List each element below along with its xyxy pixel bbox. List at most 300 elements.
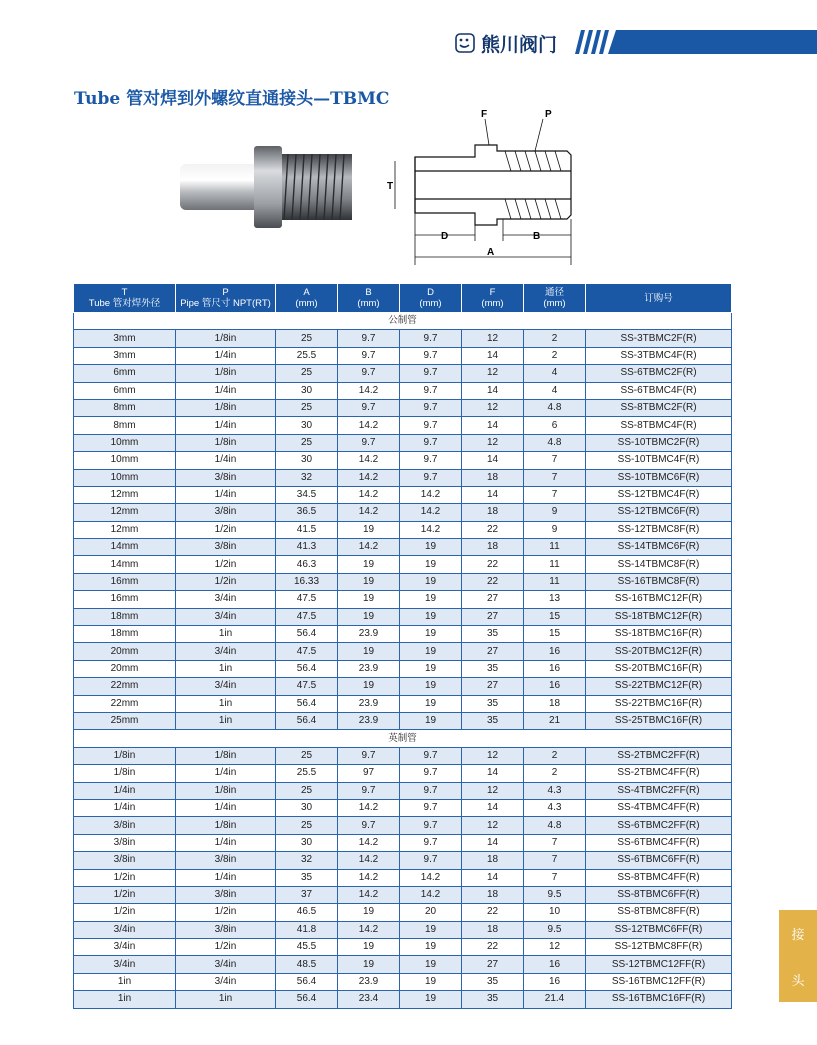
table-cell: 8mm [74, 417, 176, 434]
table-cell: 56.4 [276, 626, 338, 643]
table-cell: 12 [524, 939, 586, 956]
col-header-t: T Tube 管对焊外径 [74, 284, 176, 313]
table-row [74, 434, 732, 451]
table-cell: 56.4 [276, 991, 338, 1008]
table-cell: 23.9 [338, 712, 400, 729]
table-cell: 27 [462, 643, 524, 660]
table-cell: 23.9 [338, 626, 400, 643]
drawing-label-a: A [487, 247, 495, 258]
table-cell: 41.5 [276, 521, 338, 538]
table-cell: 14.2 [338, 834, 400, 851]
table-cell: 9.7 [338, 817, 400, 834]
col-header-d: D (mm) [400, 284, 462, 313]
table-cell: 19 [400, 921, 462, 938]
table-cell: 9.7 [338, 434, 400, 451]
table-cell: 2 [524, 330, 586, 347]
table-cell: 19 [338, 904, 400, 921]
section-title: 公制管 [74, 313, 732, 330]
table-row [74, 643, 732, 660]
table-cell: 9.7 [400, 799, 462, 816]
table-cell: SS-8TBMC8FF(R) [586, 904, 732, 921]
table-cell: 12 [462, 399, 524, 416]
table-cell: SS-8TBMC6FF(R) [586, 886, 732, 903]
table-cell: 22 [462, 573, 524, 590]
table-cell: 22 [462, 521, 524, 538]
table-cell: 3/8in [176, 921, 276, 938]
table-cell: 16mm [74, 591, 176, 608]
table-cell: 1/4in [176, 765, 276, 782]
table-cell: 23.9 [338, 660, 400, 677]
table-cell: 25 [276, 434, 338, 451]
table-cell: SS-20TBMC12F(R) [586, 643, 732, 660]
table-cell: 9.7 [400, 417, 462, 434]
table-cell: 19 [400, 695, 462, 712]
table-cell: 14.2 [400, 486, 462, 503]
table-cell: 30 [276, 382, 338, 399]
drawing-label-p: P [545, 109, 552, 120]
table-cell: 6 [524, 417, 586, 434]
table-cell: 12 [462, 782, 524, 799]
table-cell: 4.3 [524, 782, 586, 799]
table-cell: 4 [524, 382, 586, 399]
side-tab-char-2: 头 [791, 973, 805, 989]
table-cell: 14 [462, 765, 524, 782]
table-cell: 23.9 [338, 695, 400, 712]
table-cell: 47.5 [276, 591, 338, 608]
table-cell: 9.7 [400, 765, 462, 782]
table-cell: 19 [400, 678, 462, 695]
table-cell: SS-8TBMC4FF(R) [586, 869, 732, 886]
table-cell: 14.2 [338, 539, 400, 556]
table-cell: SS-16TBMC8F(R) [586, 573, 732, 590]
col-header-b: B (mm) [338, 284, 400, 313]
product-photo [180, 138, 360, 236]
table-cell: 30 [276, 834, 338, 851]
table-cell: 8mm [74, 399, 176, 416]
table-cell: 16.33 [276, 573, 338, 590]
table-row [74, 991, 732, 1008]
table-row [74, 782, 732, 799]
table-cell: 14.2 [338, 417, 400, 434]
table-cell: 9.7 [338, 347, 400, 364]
table-cell: 9.5 [524, 921, 586, 938]
table-cell: 4.8 [524, 434, 586, 451]
table-cell: SS-2TBMC4FF(R) [586, 765, 732, 782]
table-cell: 20mm [74, 643, 176, 660]
table-cell: 19 [400, 712, 462, 729]
table-cell: SS-2TBMC2FF(R) [586, 747, 732, 764]
table-cell: 9.7 [400, 452, 462, 469]
table-cell: SS-12TBMC6F(R) [586, 504, 732, 521]
col-header-f: F (mm) [462, 284, 524, 313]
table-row [74, 817, 732, 834]
table-cell: 1/2in [176, 939, 276, 956]
table-cell: 19 [400, 956, 462, 973]
table-cell: 14 [462, 382, 524, 399]
table-cell: SS-16TBMC16FF(R) [586, 991, 732, 1008]
table-cell: SS-22TBMC12F(R) [586, 678, 732, 695]
table-cell: 1/2in [74, 886, 176, 903]
page-title: Tube 管对焊到外螺纹直通接头—TBMC [74, 89, 390, 109]
table-cell: 30 [276, 417, 338, 434]
table-cell: 25 [276, 817, 338, 834]
table-cell: 3/4in [176, 643, 276, 660]
table-cell: 36.5 [276, 504, 338, 521]
table-cell: 12mm [74, 486, 176, 503]
table-cell: 3/4in [176, 591, 276, 608]
table-cell: SS-6TBMC2F(R) [586, 365, 732, 382]
brand [455, 30, 557, 56]
table-cell: 23.9 [338, 973, 400, 990]
table-cell: 9.7 [400, 782, 462, 799]
table-cell: 4 [524, 365, 586, 382]
technical-drawing [385, 105, 585, 273]
table-cell: 9.5 [524, 886, 586, 903]
table-cell: 16 [524, 678, 586, 695]
table-cell: 6mm [74, 365, 176, 382]
table-cell: 1/4in [176, 347, 276, 364]
table-cell: 19 [338, 591, 400, 608]
table-cell: 9.7 [338, 782, 400, 799]
table-cell: 47.5 [276, 678, 338, 695]
table-cell: SS-6TBMC6FF(R) [586, 852, 732, 869]
table-cell: 18 [524, 695, 586, 712]
table-cell: 4.8 [524, 399, 586, 416]
table-cell: 18 [462, 469, 524, 486]
table-cell: 19 [400, 626, 462, 643]
table-cell: 25mm [74, 712, 176, 729]
table-cell: 34.5 [276, 486, 338, 503]
table-row [74, 939, 732, 956]
table-cell: 1/2in [176, 904, 276, 921]
table-cell: SS-4TBMC4FF(R) [586, 799, 732, 816]
table-cell: 11 [524, 573, 586, 590]
table-cell: 9.7 [400, 382, 462, 399]
table-cell: 12 [462, 817, 524, 834]
drawing-label-d: D [441, 231, 449, 242]
table-cell: 18mm [74, 626, 176, 643]
table-cell: 14.2 [338, 486, 400, 503]
table-row [74, 608, 732, 625]
table-cell: 25 [276, 330, 338, 347]
table-row [74, 956, 732, 973]
table-cell: 10mm [74, 452, 176, 469]
table-cell: 1/8in [176, 330, 276, 347]
table-cell: SS-25TBMC16F(R) [586, 712, 732, 729]
table-cell: 9.7 [400, 330, 462, 347]
table-cell: 1/8in [176, 817, 276, 834]
table-row [74, 695, 732, 712]
table-cell: 18 [462, 539, 524, 556]
table-cell: 12mm [74, 504, 176, 521]
table-cell: SS-18TBMC16F(R) [586, 626, 732, 643]
table-cell: SS-22TBMC16F(R) [586, 695, 732, 712]
table-cell: 22mm [74, 695, 176, 712]
table-cell: 14.2 [338, 452, 400, 469]
table-cell: 35 [462, 991, 524, 1008]
table-cell: 12mm [74, 521, 176, 538]
table-cell: 1/8in [74, 747, 176, 764]
table-cell: 1in [74, 973, 176, 990]
table-cell: 3/8in [74, 834, 176, 851]
table-row [74, 591, 732, 608]
table-cell: 3/4in [176, 973, 276, 990]
drawing-label-f: F [481, 109, 488, 120]
table-cell: 7 [524, 869, 586, 886]
table-row [74, 504, 732, 521]
table-row [74, 382, 732, 399]
table-cell: 3/8in [176, 504, 276, 521]
table-cell: 19 [338, 939, 400, 956]
table-cell: SS-10TBMC6F(R) [586, 469, 732, 486]
table-row [74, 765, 732, 782]
table-cell: 19 [338, 956, 400, 973]
table-cell: 21.4 [524, 991, 586, 1008]
table-cell: 48.5 [276, 956, 338, 973]
table-cell: 25 [276, 399, 338, 416]
table-section-row [74, 313, 732, 330]
table-cell: 27 [462, 608, 524, 625]
table-cell: 14 [462, 486, 524, 503]
table-cell: 9 [524, 504, 586, 521]
table-cell: 10 [524, 904, 586, 921]
table-cell: 46.5 [276, 904, 338, 921]
table-row [74, 365, 732, 382]
table-cell: SS-12TBMC8F(R) [586, 521, 732, 538]
table-cell: 9.7 [400, 852, 462, 869]
table-row [74, 834, 732, 851]
table-cell: 7 [524, 452, 586, 469]
table-cell: 9.7 [400, 347, 462, 364]
table-cell: 16 [524, 660, 586, 677]
table-cell: 35 [462, 660, 524, 677]
table-cell: 13 [524, 591, 586, 608]
table-cell: 19 [400, 939, 462, 956]
table-cell: 3/4in [176, 608, 276, 625]
table-row [74, 626, 732, 643]
table-cell: 18 [462, 852, 524, 869]
table-cell: 25 [276, 782, 338, 799]
table-row [74, 886, 732, 903]
spec-table-body [74, 313, 732, 1009]
table-cell: 56.4 [276, 660, 338, 677]
table-cell: 27 [462, 956, 524, 973]
table-cell: 3/4in [176, 956, 276, 973]
table-cell: 6mm [74, 382, 176, 399]
table-cell: 14.2 [338, 469, 400, 486]
table-cell: 1/4in [176, 486, 276, 503]
header-band [608, 30, 817, 54]
table-cell: 3/8in [176, 539, 276, 556]
table-cell: 7 [524, 486, 586, 503]
table-cell: 1/4in [74, 782, 176, 799]
table-cell: 19 [338, 573, 400, 590]
table-cell: 14.2 [400, 869, 462, 886]
table-cell: 41.8 [276, 921, 338, 938]
table-cell: 30 [276, 799, 338, 816]
table-cell: 10mm [74, 434, 176, 451]
col-header-order-no: 订购号 [586, 284, 732, 313]
table-cell: 1/4in [176, 417, 276, 434]
table-cell: 7 [524, 834, 586, 851]
table-cell: 35 [462, 712, 524, 729]
table-row [74, 399, 732, 416]
table-row [74, 469, 732, 486]
table-cell: 1/8in [176, 365, 276, 382]
table-cell: 14.2 [338, 886, 400, 903]
table-cell: 4.3 [524, 799, 586, 816]
table-cell: SS-3TBMC2F(R) [586, 330, 732, 347]
table-cell: 14 [462, 417, 524, 434]
table-cell: 19 [338, 556, 400, 573]
table-cell: 1in [176, 991, 276, 1008]
brand-name: 熊川阀门 [481, 33, 558, 56]
table-cell: 35 [462, 695, 524, 712]
table-cell: SS-6TBMC4FF(R) [586, 834, 732, 851]
table-cell: 19 [400, 573, 462, 590]
table-row [74, 660, 732, 677]
table-cell: 22 [462, 904, 524, 921]
table-cell: 56.4 [276, 973, 338, 990]
table-cell: 1/4in [176, 382, 276, 399]
table-cell: 9.7 [400, 434, 462, 451]
table-cell: 1/2in [176, 573, 276, 590]
table-cell: 4.8 [524, 817, 586, 834]
table-cell: 22mm [74, 678, 176, 695]
table-cell: 1in [176, 626, 276, 643]
table-cell: SS-20TBMC16F(R) [586, 660, 732, 677]
table-cell: 35 [462, 626, 524, 643]
table-cell: 19 [400, 591, 462, 608]
table-cell: 1in [176, 695, 276, 712]
table-cell: 1in [176, 660, 276, 677]
table-cell: 1/2in [176, 521, 276, 538]
table-row [74, 712, 732, 729]
table-cell: 16 [524, 643, 586, 660]
page-header [0, 0, 817, 60]
table-cell: 3/4in [74, 956, 176, 973]
table-cell: 25.5 [276, 765, 338, 782]
table-cell: 1/2in [74, 904, 176, 921]
table-cell: SS-3TBMC4F(R) [586, 347, 732, 364]
table-cell: 1/4in [74, 799, 176, 816]
table-cell: 9.7 [400, 365, 462, 382]
table-cell: SS-14TBMC6F(R) [586, 539, 732, 556]
col-header-bore: 通径 (mm) [524, 284, 586, 313]
table-cell: 25 [276, 747, 338, 764]
table-row [74, 852, 732, 869]
table-cell: SS-12TBMC4F(R) [586, 486, 732, 503]
table-cell: 25 [276, 365, 338, 382]
table-cell: 9 [524, 521, 586, 538]
table-cell: 14.2 [400, 521, 462, 538]
table-cell: 3/4in [74, 939, 176, 956]
table-cell: SS-6TBMC2FF(R) [586, 817, 732, 834]
table-cell: 19 [338, 608, 400, 625]
table-cell: 2 [524, 747, 586, 764]
table-cell: SS-16TBMC12F(R) [586, 591, 732, 608]
table-cell: 2 [524, 347, 586, 364]
table-cell: 37 [276, 886, 338, 903]
table-cell: 14.2 [338, 382, 400, 399]
table-row [74, 486, 732, 503]
section-side-tab [779, 910, 817, 1002]
table-cell: 1/8in [176, 782, 276, 799]
table-cell: 11 [524, 556, 586, 573]
table-cell: 14 [462, 799, 524, 816]
drawing-label-t: T [387, 181, 394, 192]
table-row [74, 678, 732, 695]
table-cell: 19 [400, 539, 462, 556]
table-cell: 15 [524, 626, 586, 643]
table-cell: SS-4TBMC2FF(R) [586, 782, 732, 799]
table-cell: 18 [462, 921, 524, 938]
table-row [74, 799, 732, 816]
table-cell: 14.2 [338, 869, 400, 886]
table-cell: 7 [524, 469, 586, 486]
table-cell: 21 [524, 712, 586, 729]
table-cell: 9.7 [338, 365, 400, 382]
table-cell: 1in [74, 991, 176, 1008]
table-row [74, 556, 732, 573]
table-cell: SS-16TBMC12FF(R) [586, 973, 732, 990]
table-cell: 3/4in [74, 921, 176, 938]
table-row [74, 973, 732, 990]
table-cell: 1in [176, 712, 276, 729]
table-cell: 3/4in [176, 678, 276, 695]
table-row [74, 904, 732, 921]
table-cell: 14mm [74, 539, 176, 556]
table-cell: 35 [462, 973, 524, 990]
table-cell: SS-12TBMC8FF(R) [586, 939, 732, 956]
table-cell: 23.4 [338, 991, 400, 1008]
table-cell: 56.4 [276, 712, 338, 729]
table-cell: SS-18TBMC12F(R) [586, 608, 732, 625]
table-cell: 1/4in [176, 799, 276, 816]
table-row [74, 521, 732, 538]
table-cell: 15 [524, 608, 586, 625]
table-cell: 19 [400, 991, 462, 1008]
table-cell: SS-8TBMC4F(R) [586, 417, 732, 434]
drawing-label-b: B [533, 231, 541, 242]
side-tab-char-1: 接 [791, 927, 805, 943]
section-title: 英制管 [74, 730, 732, 747]
table-cell: 2 [524, 765, 586, 782]
table-row [74, 452, 732, 469]
table-cell: 18mm [74, 608, 176, 625]
table-cell: 3/8in [74, 852, 176, 869]
table-cell: 30 [276, 452, 338, 469]
table-cell: 1/8in [176, 747, 276, 764]
table-cell: 19 [400, 660, 462, 677]
table-row [74, 573, 732, 590]
table-row [74, 921, 732, 938]
table-cell: 14 [462, 834, 524, 851]
table-cell: 19 [338, 521, 400, 538]
table-cell: 19 [400, 643, 462, 660]
table-cell: 9.7 [400, 834, 462, 851]
table-cell: 9.7 [338, 399, 400, 416]
table-header-row [74, 284, 732, 313]
table-cell: 16 [524, 956, 586, 973]
table-cell: 7 [524, 852, 586, 869]
table-cell: 3/8in [176, 886, 276, 903]
table-cell: 1/8in [176, 434, 276, 451]
table-row [74, 347, 732, 364]
spec-table [73, 283, 732, 1009]
table-cell: 14 [462, 452, 524, 469]
table-cell: 1/4in [176, 869, 276, 886]
